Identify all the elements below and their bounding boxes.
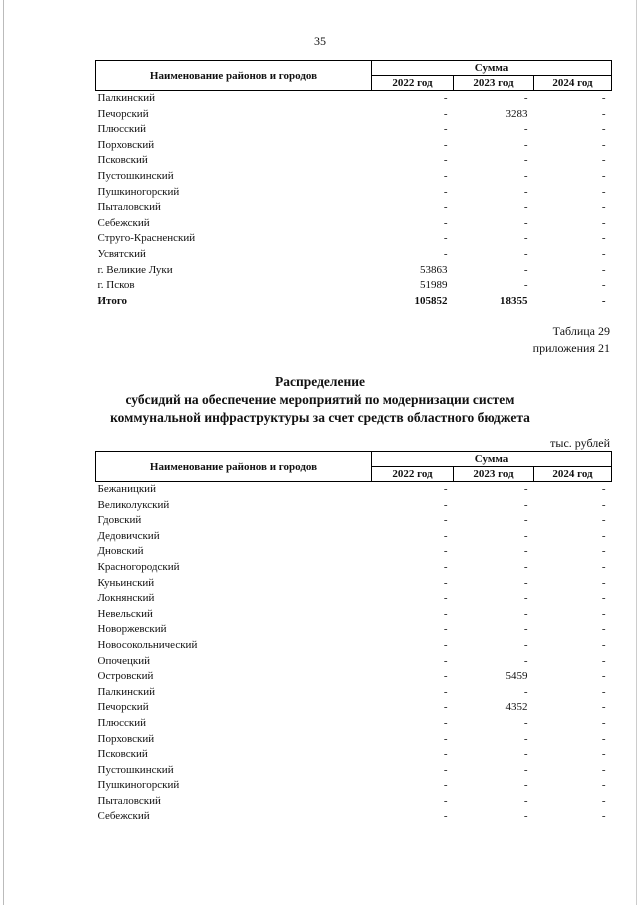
district-name: Порховский [97,138,155,151]
amount-2023: - [523,638,528,651]
district-name: Гдовский [97,514,142,527]
amount-2023: - [523,169,528,182]
table-allocation-continued [95,60,612,309]
amount-2024: - [601,247,606,260]
district-name: Усвятский [97,247,146,260]
header-name: Наименование районов и городов [96,452,372,482]
amount-2024: - [601,732,606,745]
amount-2023: - [523,216,528,229]
district-name: Себежский [97,810,150,823]
district-name: Бежаницкий [97,483,156,495]
header-year-2024: 2024 год [534,76,612,91]
amount-2024: - [601,810,606,823]
header-year-2023: 2023 год [454,467,534,482]
table-row [96,622,612,638]
amount-2022: - [443,810,448,823]
amount-2023: - [523,92,528,104]
amount-2024: - [601,560,606,573]
header-sum: Сумма [372,61,612,76]
amount-2022: - [443,748,448,761]
amount-2022: - [443,592,448,605]
amount-2022: - [443,732,448,745]
amount-2022: - [443,138,448,151]
amount-2022: - [443,483,448,495]
table-row [96,247,612,263]
amount-2022: - [443,779,448,792]
amount-2022: - [443,638,448,651]
district-name: Палкинский [97,685,156,698]
table-row [96,185,612,201]
amount-2022: - [443,607,448,620]
total-row [96,294,612,310]
amount-2024: - [601,169,606,182]
table-row [96,107,612,123]
table-label: Таблица 29 [552,324,610,338]
amount-2023: - [523,810,528,823]
district-name: Новоржевский [97,623,167,636]
amount-2024: - [601,216,606,229]
amount-2024: - [601,638,606,651]
amount-2024: - [601,685,606,698]
amount-2024: - [601,670,606,683]
amount-2024: - [601,576,606,589]
district-name: Плюсский [97,123,147,136]
amount-2024: - [601,607,606,620]
table-row [96,809,612,825]
district-name: Печорский [97,701,149,714]
page-number: 35 [314,34,326,48]
district-name: Дедовичский [97,529,160,542]
district-name: Себежский [97,216,150,229]
units-label: тыс. рублей [550,436,610,450]
amount-2023: - [523,483,528,495]
district-name: Локнянский [97,592,155,605]
amount-2022: - [443,794,448,807]
amount-2023: - [523,201,528,214]
amount-2022: - [443,107,448,120]
amount-2022: - [443,201,448,214]
amount-2022: - [443,763,448,776]
district-name: Порховский [97,732,155,745]
table-row [96,732,612,748]
heading-line-1: Распределение [274,374,366,389]
district-name: Дновский [97,545,144,558]
amount-2023: - [523,607,528,620]
amount-2023: - [523,529,528,542]
amount-2022: - [443,498,448,511]
amount-2024: - [601,794,606,807]
table-row [96,638,612,654]
table-body [96,91,612,310]
amount-2023: - [523,263,528,276]
amount-2023: 18355 [500,294,528,307]
district-name: Струго-Красненский [97,232,196,245]
amount-2024: - [601,201,606,214]
amount-2023: 4352 [505,701,528,714]
header-year-2022: 2022 год [372,467,454,482]
table-row [96,654,612,670]
district-name: Плюсский [97,716,147,729]
amount-2022: - [443,169,448,182]
amount-2024: - [601,279,606,292]
amount-2023: - [523,779,528,792]
table-modernization-subsidies [95,451,612,825]
amount-2023: - [523,232,528,245]
table-row [96,778,612,794]
amount-2024: - [601,701,606,714]
amount-2022: 51989 [420,279,448,292]
district-name: Пустошкинский [97,763,174,776]
district-name: Пыталовский [97,201,161,214]
amount-2022: - [443,670,448,683]
amount-2022: - [443,154,448,167]
amount-2024: - [601,623,606,636]
amount-2023: - [523,623,528,636]
amount-2023: - [523,185,528,198]
scan-edge-right [636,0,637,905]
amount-2024: - [601,232,606,245]
amount-2022: - [443,529,448,542]
header-name: Наименование районов и городов [96,61,372,91]
amount-2024: - [601,185,606,198]
table-row [96,700,612,716]
district-name: Куньинский [97,576,155,589]
district-name: г. Псков [97,279,135,292]
amount-2023: - [523,748,528,761]
table-row [96,576,612,592]
table-row [96,200,612,216]
district-name: г. Великие Луки [97,263,173,276]
table-row [96,153,612,169]
amount-2023: - [523,592,528,605]
amount-2024: - [601,483,606,495]
amount-2022: 105852 [414,294,448,307]
amount-2022: - [443,185,448,198]
district-name: Новосокольнический [97,638,198,651]
table-row [96,747,612,763]
amount-2023: - [523,247,528,260]
amount-2022: - [443,654,448,667]
amount-2023: - [523,545,528,558]
amount-2022: - [443,232,448,245]
amount-2022: - [443,247,448,260]
table-row [96,529,612,545]
amount-2023: - [523,763,528,776]
table-row [96,278,612,294]
table-row [96,560,612,576]
amount-2023: - [523,716,528,729]
district-name: Псковский [97,154,148,167]
table-row [96,169,612,185]
table-row [96,763,612,779]
table-row [96,716,612,732]
amount-2023: - [523,794,528,807]
amount-2024: - [601,779,606,792]
district-name: Печорский [97,107,149,120]
table-row [96,685,612,701]
table-row [96,231,612,247]
table-row [96,482,612,498]
district-name: Пыталовский [97,794,161,807]
amount-2022: - [443,92,448,104]
heading-line-3: коммунальной инфраструктуры за счет средств областного бюджета [110,410,530,425]
amount-2024: - [601,294,606,307]
amount-2024: - [601,263,606,276]
amount-2024: - [601,123,606,136]
header-year-2023: 2023 год [454,76,534,91]
amount-2023: - [523,560,528,573]
amount-2024: - [601,592,606,605]
table-row [96,263,612,279]
section-heading [0,373,640,427]
amount-2022: - [443,701,448,714]
amount-2022: - [443,576,448,589]
amount-2022: - [443,560,448,573]
district-name: Пушкиногорский [97,779,180,792]
amount-2022: - [443,123,448,136]
amount-2022: - [443,623,448,636]
table-row [96,138,612,154]
table-row [96,607,612,623]
district-name: Пушкиногорский [97,185,180,198]
table-body [96,482,612,826]
table-row [96,216,612,232]
district-name: Палкинский [97,92,156,104]
amount-2022: - [443,216,448,229]
amount-2023: - [523,732,528,745]
table-row [96,544,612,560]
table-row [96,498,612,514]
amount-2023: - [523,138,528,151]
amount-2023: - [523,514,528,527]
amount-2024: - [601,107,606,120]
appendix-label: приложения 21 [532,341,610,355]
amount-2024: - [601,154,606,167]
amount-2023: - [523,685,528,698]
amount-2024: - [601,545,606,558]
district-name: Итого [97,294,128,307]
amount-2022: - [443,716,448,729]
header-sum: Сумма [372,452,612,467]
table-row [96,91,612,107]
header-year-2024: 2024 год [534,467,612,482]
amount-2023: - [523,279,528,292]
amount-2024: - [601,498,606,511]
district-name: Великолукский [97,498,170,511]
district-name: Невельский [97,607,153,620]
amount-2023: - [523,576,528,589]
district-name: Псковский [97,748,148,761]
amount-2023: 3283 [505,107,528,120]
heading-line-2: субсидий на обеспечение мероприятий по модернизации систем [125,392,515,407]
amount-2022: - [443,514,448,527]
amount-2022: - [443,545,448,558]
district-name: Пустошкинский [97,169,174,182]
amount-2024: - [601,514,606,527]
district-name: Красногородский [97,560,180,573]
table-row [96,513,612,529]
amount-2023: - [523,154,528,167]
scan-edge-left [3,0,4,905]
amount-2023: 5459 [505,670,528,683]
amount-2023: - [523,654,528,667]
amount-2023: - [523,498,528,511]
amount-2022: - [443,685,448,698]
amount-2024: - [601,763,606,776]
district-name: Опочецкий [97,654,150,667]
amount-2024: - [601,529,606,542]
amount-2022: 53863 [420,263,448,276]
table-row [96,591,612,607]
amount-2024: - [601,138,606,151]
amount-2024: - [601,748,606,761]
amount-2023: - [523,123,528,136]
amount-2024: - [601,716,606,729]
amount-2024: - [601,92,606,104]
table-row [96,122,612,138]
table-row [96,794,612,810]
amount-2024: - [601,654,606,667]
district-name: Островский [97,670,154,683]
header-year-2022: 2022 год [372,76,454,91]
table-row [96,669,612,685]
